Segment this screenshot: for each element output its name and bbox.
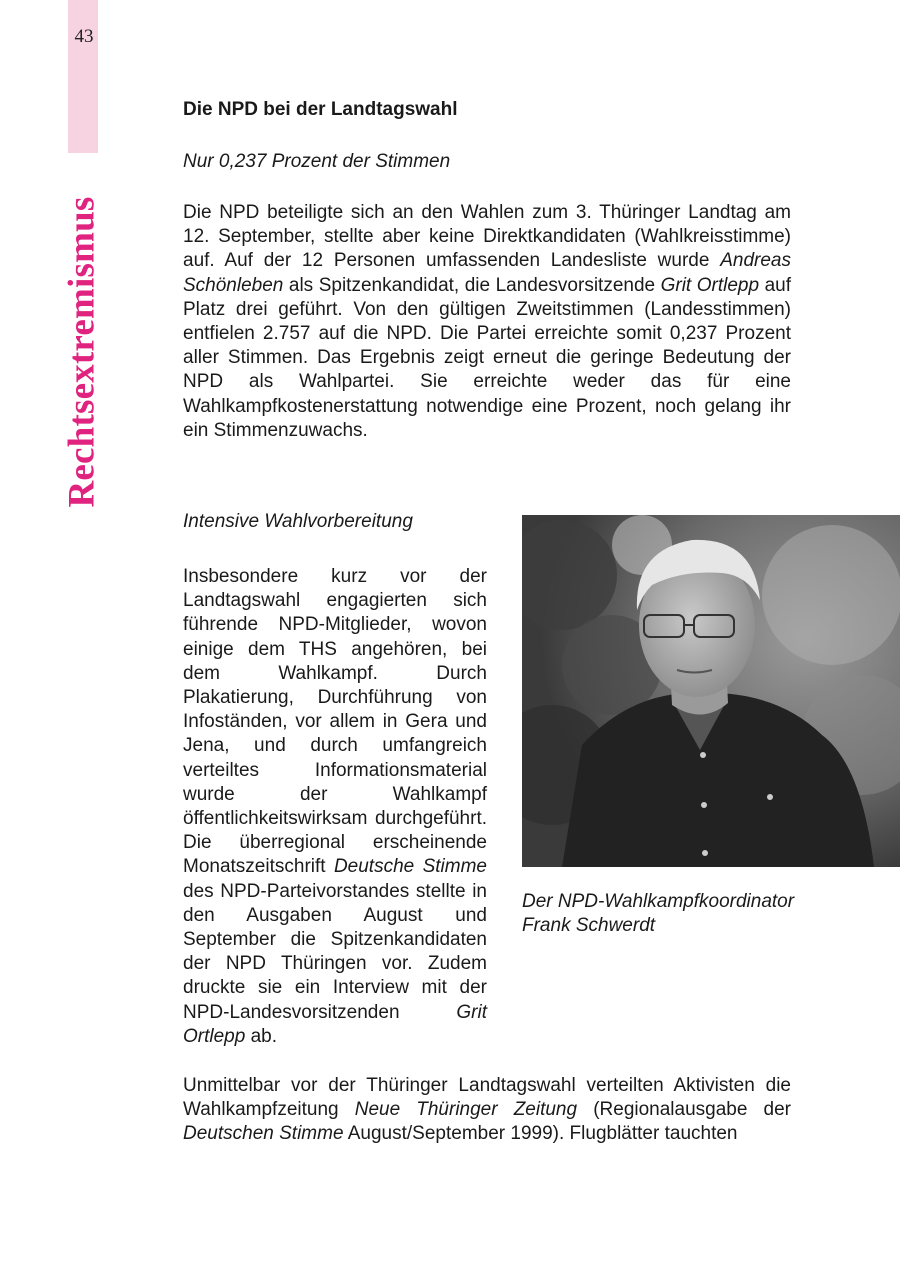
photo-caption: Der NPD-Wahlkampfkoordinator Frank Schwerdt xyxy=(522,891,795,937)
person-name: Andreas Schönleben xyxy=(183,250,791,296)
paragraph-3: Unmittelbar vor der Thüringer Landtagswahl verteilten Aktivisten die Wahlkampfzeitung Neue Thüringer Zeitung (Regionalausgabe der Deutschen Stimme August/September 1999). Flugblätter tauchten xyxy=(183,1075,792,1145)
paragraph-2: Insbesondere kurz vor der Landtagswahl engagierten sich führende NPD-Mitglieder, wovon einige dem THS angehören, bei dem Wahlkampf. Durch Plakatierung, Durchführung von Infoständen, vor allem in Gera und Jena, und durch umfangreich verteiltes Informationsmaterial wurde der Wahlkampf öffentlichkeitswirksam durchgeführt. Die überregional erscheinende Monatszeitschrift Deutsche Stimme des NPD-Parteivorstandes stellte in den Ausgaben August und September die Spitzenkandidaten der NPD Thüringen vor. Zudem druckte sie ein Interview mit der NPD-Landesvorsitzenden Grit Ortlepp ab. xyxy=(183,566,487,1047)
article-subtitle: Nur 0,237 Prozent der Stimmen xyxy=(183,151,451,172)
article-title: Die NPD bei der Landtagswahl xyxy=(183,99,458,120)
portrait-photo-image xyxy=(522,515,900,867)
paragraph-1: Die NPD beteiligte sich an den Wahlen zum 3. Thüringer Landtag am 12. September, stellte aber keine Direktkandidaten (Wahlkreisstimme) auf. Auf der 12 Personen umfassenden Landesliste wurde Andreas Schönleben als Spitzenkandidat, die Landesvorsitzende Grit Ortlepp auf Platz drei geführt. Von den gültigen Zweitstimmen (Landesstimmen) entfielen 2.757 auf die NPD. Die Partei erreichte somit 0,237 Prozent aller Stimmen. Das Ergebnis zeigt erneut die geringe Bedeutung der NPD als Wahlpartei. Sie erreichte weder das für eine Wahlkampfkostenerstattung notwendige eine Prozent, noch gelang ihr ein Stimmenzuwachs. xyxy=(183,202,791,441)
section-subtitle: Intensive Wahlvorbereitung xyxy=(183,511,413,532)
page-number: 43 xyxy=(74,26,94,47)
section-label: Rechtsextremismus xyxy=(61,196,103,508)
person-name: Grit Ortlepp xyxy=(660,274,760,296)
section-tab xyxy=(68,0,98,153)
publication-name: Deutsche Stimme xyxy=(333,856,487,878)
publication-name: Deutschen Stimme xyxy=(183,1123,344,1145)
publication-name: Neue Thüringer Zeitung xyxy=(354,1099,578,1121)
portrait-photo xyxy=(522,515,900,867)
person-name: Grit Ortlepp xyxy=(183,1001,487,1047)
